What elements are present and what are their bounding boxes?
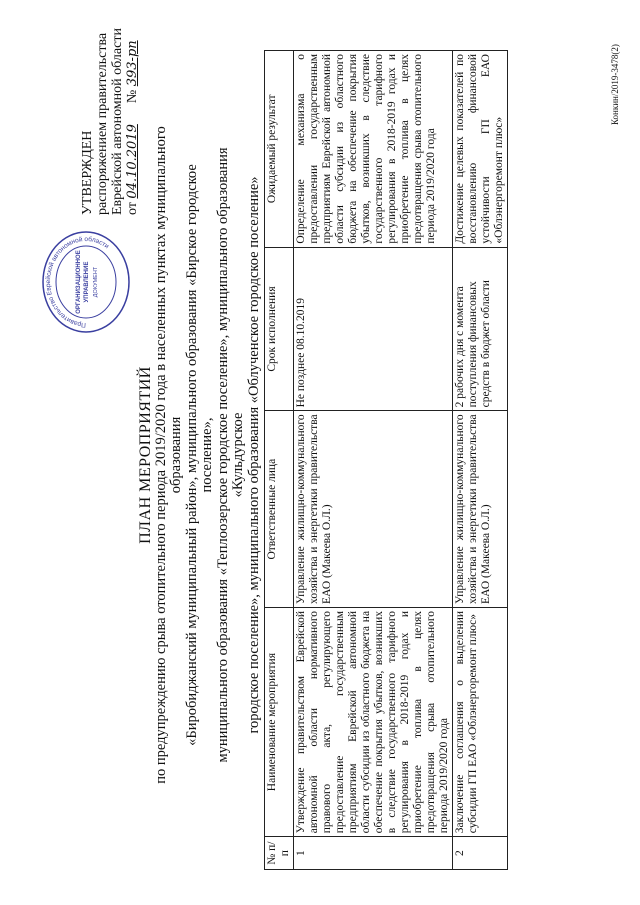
table-header-row <box>265 51 294 870</box>
stamp-seal <box>40 229 132 335</box>
stamp-center-line2: УПРАВЛЕНИЕ <box>84 261 90 303</box>
document-title <box>138 125 262 785</box>
row-result: Определение механизма о предоставлении государственным предприятиям Еврейской автономной области субсидии из областного бюджета на обеспечение покрытия убытков, возникших в следствие государственного тарифного регулирования в 2018-2019 годах и приобретение топлива в целях предотвращения срыва отопительного периода 2019/2020 года <box>294 51 453 248</box>
table-row <box>294 51 453 870</box>
approval-number: 393-рп <box>125 40 140 87</box>
approval-line2: распоряжением правительства <box>95 32 110 215</box>
approval-word: УТВЕРЖДЕН <box>80 130 95 215</box>
row-num: 2 <box>453 837 508 870</box>
stamp-center-line3: ДОКУМЕНТ <box>93 266 99 298</box>
row-responsible: Управление жилищно-коммунального хозяйства и энергетики правительства ЕАО (Макеева О.Л.) <box>453 411 508 608</box>
stamp-outer-text: Правительство Еврейской автономной области <box>44 235 111 329</box>
row-deadline: 2 рабочих дня с момента поступления финансовых средств в бюджет области <box>453 247 508 411</box>
approval-line3: Еврейской автономной области <box>110 28 125 215</box>
approval-block <box>80 5 140 215</box>
header-responsible: Ответственные лица <box>265 411 294 608</box>
table-row <box>453 51 508 870</box>
footer-code: Конкин/2019-3478(2) <box>610 44 620 125</box>
row-responsible: Управление жилищно-коммунального хозяйства и энергетики правительства ЕАО (Макеева О.Л.) <box>294 411 453 608</box>
row-deadline: Не позднее 08.10.2019 <box>294 247 453 411</box>
approval-from-prefix: от <box>125 202 140 215</box>
title-heading: ПЛАН МЕРОПРИЯТИЙ <box>137 366 154 544</box>
title-line4: городское поселение», муниципального образования «Облученское городское поселение» <box>245 176 262 734</box>
row-num: 1 <box>294 837 453 870</box>
row-action: Заключение соглашения о выделении субсидии ГП ЕАО «Облэнергоремонт плюс» <box>453 607 508 836</box>
row-action: Утверждение правительством Еврейской автономной области нормативного правового акта, регулирующего предоставление государственным предприятиям Еврейской автономной области субсидии из областного бюджета на обеспечение покрытия убытков, возникших в следствие государственного тарифного регулирования в 2018-2019 годах и приобретение топлива в целях предотвращения срыва отопительного периода 2019/2020 года <box>294 607 453 836</box>
title-line2: «Биробиджанский муниципальный район», муниципального образования «Бирское городское поселение», <box>183 164 215 746</box>
header-deadline: Срок исполнения <box>265 247 294 411</box>
approval-date: 04.10.2019 <box>125 124 140 199</box>
stamp-center-line1: ОРГАНИЗАЦИОННОЕ <box>76 250 82 314</box>
title-line1: по предупреждению срыва отопительного периода 2019/2020 года в населенных пунктах муниципального образования <box>152 126 184 784</box>
row-result: Достижение целевых показателей по восстановлению финансовой устойчивости ГП ЕАО «Облэнергоремонт плюс» <box>453 51 508 248</box>
header-action: Наименование мероприятия <box>265 607 294 836</box>
header-num: № п/п <box>265 837 294 870</box>
header-result: Ожидаемый результат <box>265 51 294 248</box>
title-line3: муниципального образования «Теплоозерское городское поселение», муниципального образования «Кульдурское <box>214 147 246 763</box>
approval-number-prefix: № <box>125 89 140 104</box>
plan-table <box>264 50 508 870</box>
